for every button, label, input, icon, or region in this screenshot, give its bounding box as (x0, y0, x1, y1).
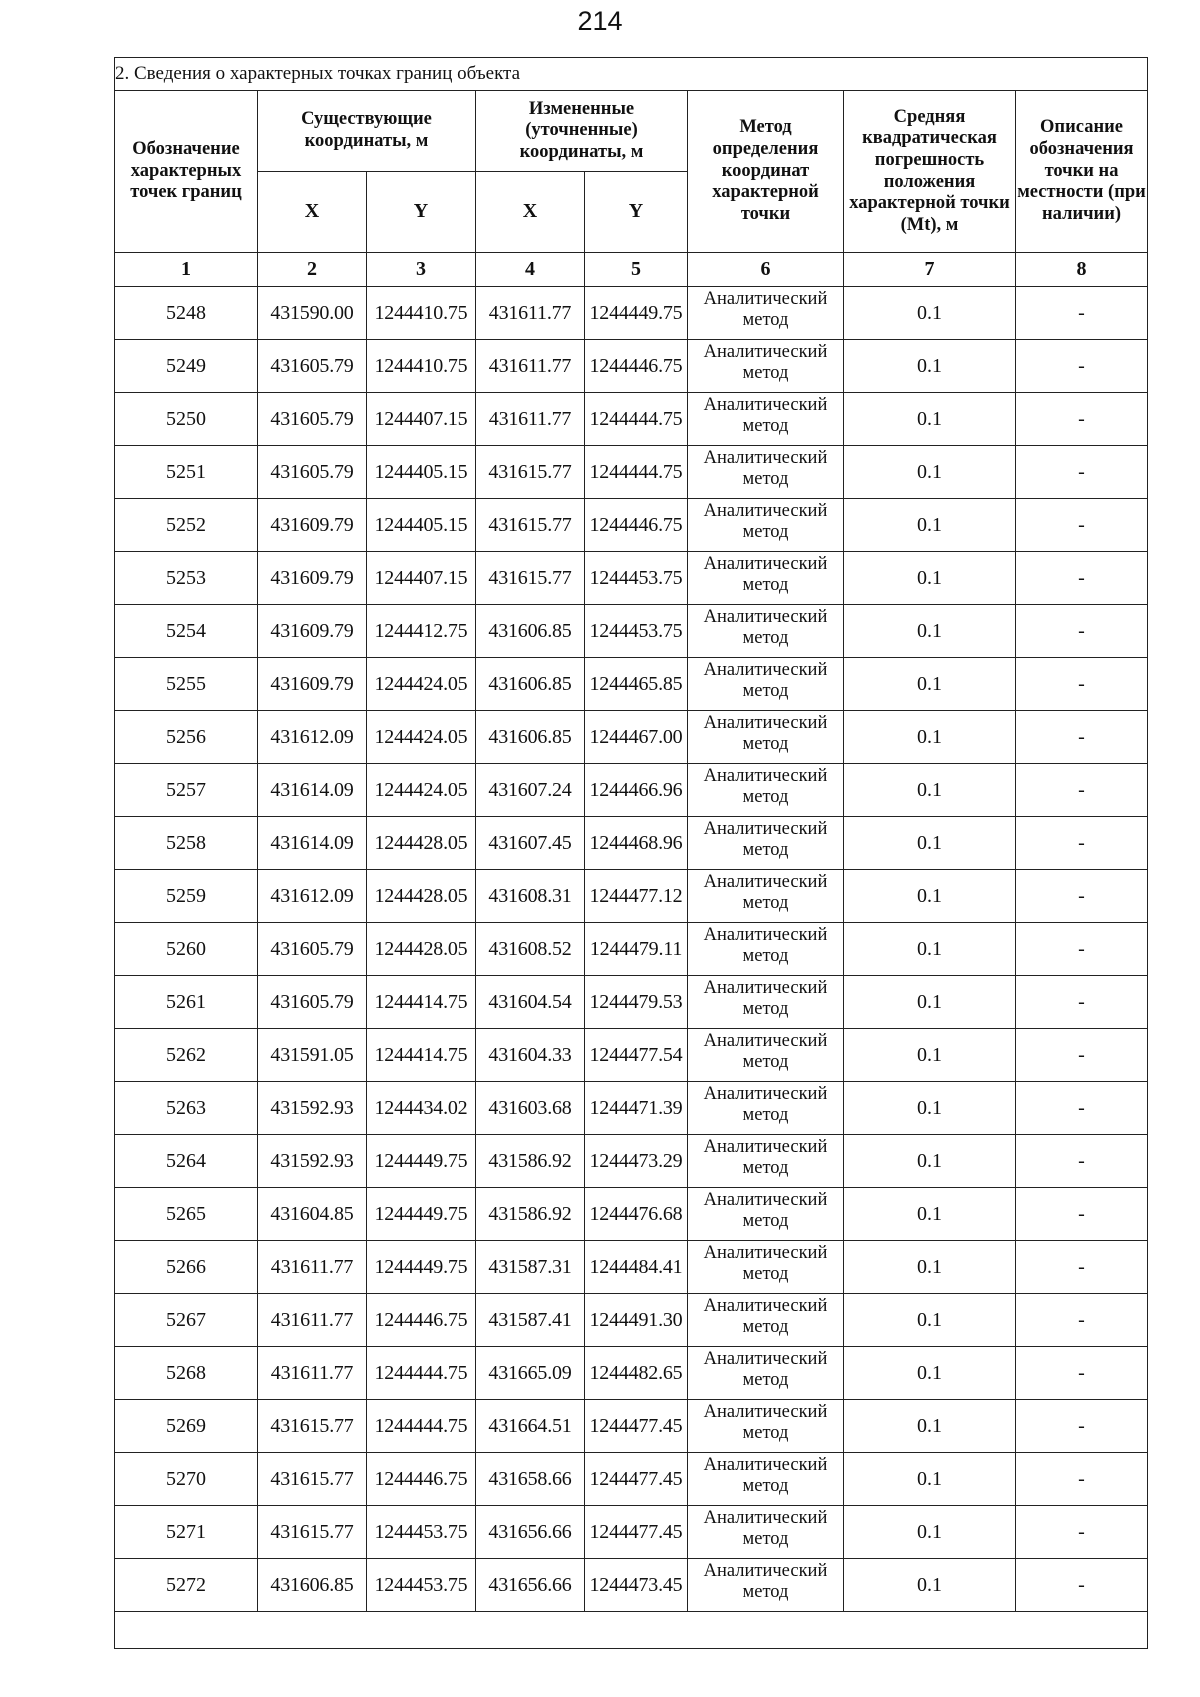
header-method: Метод определения координат характерной точки (688, 91, 844, 253)
description-cell: - (1016, 764, 1148, 817)
point-id-cell: 5264 (115, 1135, 258, 1188)
method-cell: Аналитический метод (688, 340, 844, 393)
description-cell: - (1016, 1506, 1148, 1559)
changed-x-cell: 431656.66 (476, 1506, 585, 1559)
existing-y-cell: 1244453.75 (367, 1559, 476, 1612)
changed-y-cell: 1244473.29 (585, 1135, 688, 1188)
changed-y-cell: 1244467.00 (585, 711, 688, 764)
mean-error-cell: 0.1 (844, 764, 1016, 817)
existing-y-cell: 1244428.05 (367, 923, 476, 976)
changed-y-cell: 1244479.11 (585, 923, 688, 976)
method-cell: Аналитический метод (688, 1559, 844, 1612)
description-cell: - (1016, 1082, 1148, 1135)
method-cell: Аналитический метод (688, 605, 844, 658)
description-cell: - (1016, 340, 1148, 393)
page-number: 214 (577, 6, 623, 36)
mean-error-cell: 0.1 (844, 1082, 1016, 1135)
existing-x-cell: 431615.77 (258, 1400, 367, 1453)
method-cell: Аналитический метод (688, 976, 844, 1029)
column-number: 7 (844, 253, 1016, 287)
mean-error-cell: 0.1 (844, 340, 1016, 393)
description-cell: - (1016, 1135, 1148, 1188)
point-id-cell: 5253 (115, 552, 258, 605)
changed-x-cell: 431603.68 (476, 1082, 585, 1135)
existing-y-cell: 1244407.15 (367, 552, 476, 605)
mean-error-cell: 0.1 (844, 1029, 1016, 1082)
changed-x-cell: 431615.77 (476, 552, 585, 605)
changed-x-cell: 431664.51 (476, 1400, 585, 1453)
header-description: Описание обозначения точки на местности (при наличии) (1016, 91, 1148, 253)
method-cell: Аналитический метод (688, 287, 844, 340)
mean-error-cell: 0.1 (844, 287, 1016, 340)
mean-error-cell: 0.1 (844, 1453, 1016, 1506)
existing-x-cell: 431592.93 (258, 1082, 367, 1135)
changed-y-cell: 1244491.30 (585, 1294, 688, 1347)
changed-y-cell: 1244477.45 (585, 1453, 688, 1506)
existing-x-cell: 431615.77 (258, 1453, 367, 1506)
mean-error-cell: 0.1 (844, 1559, 1016, 1612)
description-cell: - (1016, 287, 1148, 340)
table-footer-row (115, 1612, 1148, 1649)
method-cell: Аналитический метод (688, 1294, 844, 1347)
changed-x-cell: 431665.09 (476, 1347, 585, 1400)
mean-error-cell: 0.1 (844, 923, 1016, 976)
header-changed-coordinates: Измененные (уточненные) координаты, м (476, 91, 688, 172)
method-cell: Аналитический метод (688, 1029, 844, 1082)
table-row (115, 976, 1148, 1029)
mean-error-cell: 0.1 (844, 393, 1016, 446)
header-changed-x: X (476, 172, 585, 253)
changed-y-cell: 1244453.75 (585, 605, 688, 658)
point-id-cell: 5261 (115, 976, 258, 1029)
column-number: 6 (688, 253, 844, 287)
mean-error-cell: 0.1 (844, 446, 1016, 499)
header-row (115, 91, 1148, 172)
existing-y-cell: 1244410.75 (367, 340, 476, 393)
point-id-cell: 5251 (115, 446, 258, 499)
existing-x-cell: 431609.79 (258, 658, 367, 711)
table-row (115, 1559, 1148, 1612)
description-cell: - (1016, 446, 1148, 499)
changed-y-cell: 1244476.68 (585, 1188, 688, 1241)
changed-y-cell: 1244477.12 (585, 870, 688, 923)
description-cell: - (1016, 870, 1148, 923)
description-cell: - (1016, 976, 1148, 1029)
existing-x-cell: 431611.77 (258, 1294, 367, 1347)
column-number-row (115, 253, 1148, 287)
existing-y-cell: 1244428.05 (367, 817, 476, 870)
existing-y-cell: 1244444.75 (367, 1347, 476, 1400)
changed-x-cell: 431608.31 (476, 870, 585, 923)
table-row (115, 1400, 1148, 1453)
method-cell: Аналитический метод (688, 1082, 844, 1135)
changed-y-cell: 1244446.75 (585, 340, 688, 393)
column-number: 3 (367, 253, 476, 287)
existing-y-cell: 1244428.05 (367, 870, 476, 923)
table-row (115, 1029, 1148, 1082)
existing-x-cell: 431605.79 (258, 393, 367, 446)
description-cell: - (1016, 499, 1148, 552)
point-id-cell: 5272 (115, 1559, 258, 1612)
description-cell: - (1016, 817, 1148, 870)
description-cell: - (1016, 1453, 1148, 1506)
table-body (115, 287, 1148, 1612)
column-number: 5 (585, 253, 688, 287)
existing-x-cell: 431604.85 (258, 1188, 367, 1241)
point-id-cell: 5270 (115, 1453, 258, 1506)
header-designation: Обозначение характерных точек границ (115, 91, 258, 253)
mean-error-cell: 0.1 (844, 1506, 1016, 1559)
point-id-cell: 5263 (115, 1082, 258, 1135)
changed-x-cell: 431607.45 (476, 817, 585, 870)
point-id-cell: 5252 (115, 499, 258, 552)
table-row (115, 658, 1148, 711)
changed-y-cell: 1244446.75 (585, 499, 688, 552)
changed-y-cell: 1244449.75 (585, 287, 688, 340)
existing-y-cell: 1244405.15 (367, 446, 476, 499)
existing-y-cell: 1244424.05 (367, 764, 476, 817)
changed-y-cell: 1244444.75 (585, 393, 688, 446)
description-cell: - (1016, 1188, 1148, 1241)
mean-error-cell: 0.1 (844, 817, 1016, 870)
method-cell: Аналитический метод (688, 1400, 844, 1453)
table-row (115, 1188, 1148, 1241)
existing-x-cell: 431605.79 (258, 446, 367, 499)
existing-y-cell: 1244414.75 (367, 1029, 476, 1082)
existing-y-cell: 1244446.75 (367, 1294, 476, 1347)
method-cell: Аналитический метод (688, 1188, 844, 1241)
method-cell: Аналитический метод (688, 1241, 844, 1294)
table-row (115, 499, 1148, 552)
existing-x-cell: 431615.77 (258, 1506, 367, 1559)
point-id-cell: 5248 (115, 287, 258, 340)
changed-x-cell: 431586.92 (476, 1135, 585, 1188)
changed-x-cell: 431611.77 (476, 287, 585, 340)
point-id-cell: 5255 (115, 658, 258, 711)
existing-x-cell: 431606.85 (258, 1559, 367, 1612)
table-row (115, 552, 1148, 605)
table-row (115, 1506, 1148, 1559)
existing-x-cell: 431612.09 (258, 711, 367, 764)
mean-error-cell: 0.1 (844, 499, 1016, 552)
existing-x-cell: 431592.93 (258, 1135, 367, 1188)
description-cell: - (1016, 711, 1148, 764)
method-cell: Аналитический метод (688, 658, 844, 711)
header-existing-coordinates: Существующие координаты, м (258, 91, 476, 172)
boundary-points-table (114, 57, 1148, 1649)
table-row (115, 711, 1148, 764)
existing-y-cell: 1244424.05 (367, 658, 476, 711)
point-id-cell: 5259 (115, 870, 258, 923)
table-row (115, 1347, 1148, 1400)
existing-x-cell: 431590.00 (258, 287, 367, 340)
changed-y-cell: 1244444.75 (585, 446, 688, 499)
changed-x-cell: 431608.52 (476, 923, 585, 976)
changed-y-cell: 1244482.65 (585, 1347, 688, 1400)
existing-x-cell: 431609.79 (258, 499, 367, 552)
method-cell: Аналитический метод (688, 1506, 844, 1559)
point-id-cell: 5266 (115, 1241, 258, 1294)
existing-y-cell: 1244412.75 (367, 605, 476, 658)
table-row (115, 393, 1148, 446)
existing-x-cell: 431614.09 (258, 764, 367, 817)
table-row (115, 340, 1148, 393)
changed-x-cell: 431615.77 (476, 446, 585, 499)
mean-error-cell: 0.1 (844, 1400, 1016, 1453)
table-row (115, 1135, 1148, 1188)
method-cell: Аналитический метод (688, 764, 844, 817)
changed-x-cell: 431658.66 (476, 1453, 585, 1506)
mean-error-cell: 0.1 (844, 976, 1016, 1029)
point-id-cell: 5249 (115, 340, 258, 393)
point-id-cell: 5254 (115, 605, 258, 658)
mean-error-cell: 0.1 (844, 870, 1016, 923)
changed-x-cell: 431587.31 (476, 1241, 585, 1294)
description-cell: - (1016, 923, 1148, 976)
changed-x-cell: 431611.77 (476, 393, 585, 446)
point-id-cell: 5257 (115, 764, 258, 817)
point-id-cell: 5269 (115, 1400, 258, 1453)
empty-footer-cell (115, 1612, 1148, 1649)
mean-error-cell: 0.1 (844, 1188, 1016, 1241)
existing-y-cell: 1244444.75 (367, 1400, 476, 1453)
changed-x-cell: 431615.77 (476, 499, 585, 552)
column-number: 1 (115, 253, 258, 287)
changed-x-cell: 431611.77 (476, 340, 585, 393)
existing-y-cell: 1244424.05 (367, 711, 476, 764)
description-cell: - (1016, 552, 1148, 605)
column-number: 4 (476, 253, 585, 287)
existing-x-cell: 431605.79 (258, 340, 367, 393)
point-id-cell: 5258 (115, 817, 258, 870)
mean-error-cell: 0.1 (844, 1135, 1016, 1188)
header-existing-y: Y (367, 172, 476, 253)
method-cell: Аналитический метод (688, 552, 844, 605)
changed-x-cell: 431606.85 (476, 711, 585, 764)
existing-x-cell: 431614.09 (258, 817, 367, 870)
point-id-cell: 5250 (115, 393, 258, 446)
changed-y-cell: 1244453.75 (585, 552, 688, 605)
description-cell: - (1016, 1029, 1148, 1082)
method-cell: Аналитический метод (688, 499, 844, 552)
description-cell: - (1016, 605, 1148, 658)
description-cell: - (1016, 1347, 1148, 1400)
existing-y-cell: 1244405.15 (367, 499, 476, 552)
point-id-cell: 5260 (115, 923, 258, 976)
existing-y-cell: 1244407.15 (367, 393, 476, 446)
mean-error-cell: 0.1 (844, 1347, 1016, 1400)
changed-y-cell: 1244471.39 (585, 1082, 688, 1135)
changed-x-cell: 431587.41 (476, 1294, 585, 1347)
method-cell: Аналитический метод (688, 393, 844, 446)
header-mean-error: Средняя квадратическая погрешность положения характерной точки (Mt), м (844, 91, 1016, 253)
changed-y-cell: 1244468.96 (585, 817, 688, 870)
existing-y-cell: 1244449.75 (367, 1135, 476, 1188)
method-cell: Аналитический метод (688, 1347, 844, 1400)
point-id-cell: 5262 (115, 1029, 258, 1082)
table-row (115, 1241, 1148, 1294)
method-cell: Аналитический метод (688, 1453, 844, 1506)
existing-x-cell: 431611.77 (258, 1241, 367, 1294)
changed-x-cell: 431604.33 (476, 1029, 585, 1082)
existing-x-cell: 431609.79 (258, 605, 367, 658)
column-number: 8 (1016, 253, 1148, 287)
section-title-row (115, 58, 1148, 91)
method-cell: Аналитический метод (688, 446, 844, 499)
existing-y-cell: 1244449.75 (367, 1188, 476, 1241)
table-row (115, 1294, 1148, 1347)
changed-x-cell: 431606.85 (476, 605, 585, 658)
changed-y-cell: 1244477.45 (585, 1400, 688, 1453)
mean-error-cell: 0.1 (844, 1241, 1016, 1294)
point-id-cell: 5267 (115, 1294, 258, 1347)
description-cell: - (1016, 1400, 1148, 1453)
description-cell: - (1016, 393, 1148, 446)
method-cell: Аналитический метод (688, 711, 844, 764)
table-row (115, 605, 1148, 658)
existing-y-cell: 1244414.75 (367, 976, 476, 1029)
table-row (115, 923, 1148, 976)
mean-error-cell: 0.1 (844, 1294, 1016, 1347)
existing-y-cell: 1244446.75 (367, 1453, 476, 1506)
method-cell: Аналитический метод (688, 870, 844, 923)
point-id-cell: 5271 (115, 1506, 258, 1559)
mean-error-cell: 0.1 (844, 552, 1016, 605)
existing-x-cell: 431605.79 (258, 923, 367, 976)
existing-x-cell: 431612.09 (258, 870, 367, 923)
table-row (115, 817, 1148, 870)
method-cell: Аналитический метод (688, 1135, 844, 1188)
existing-y-cell: 1244449.75 (367, 1241, 476, 1294)
mean-error-cell: 0.1 (844, 658, 1016, 711)
method-cell: Аналитический метод (688, 817, 844, 870)
existing-x-cell: 431591.05 (258, 1029, 367, 1082)
changed-x-cell: 431586.92 (476, 1188, 585, 1241)
changed-y-cell: 1244477.45 (585, 1506, 688, 1559)
changed-y-cell: 1244466.96 (585, 764, 688, 817)
description-cell: - (1016, 1559, 1148, 1612)
existing-y-cell: 1244410.75 (367, 287, 476, 340)
description-cell: - (1016, 658, 1148, 711)
existing-x-cell: 431611.77 (258, 1347, 367, 1400)
point-id-cell: 5268 (115, 1347, 258, 1400)
header-existing-x: X (258, 172, 367, 253)
changed-x-cell: 431656.66 (476, 1559, 585, 1612)
description-cell: - (1016, 1241, 1148, 1294)
changed-y-cell: 1244479.53 (585, 976, 688, 1029)
changed-y-cell: 1244484.41 (585, 1241, 688, 1294)
table-row (115, 764, 1148, 817)
section-title: 2. Сведения о характерных точках границ объекта (115, 58, 1148, 91)
mean-error-cell: 0.1 (844, 605, 1016, 658)
table-row (115, 1453, 1148, 1506)
changed-x-cell: 431606.85 (476, 658, 585, 711)
header-changed-y: Y (585, 172, 688, 253)
existing-x-cell: 431605.79 (258, 976, 367, 1029)
table-row (115, 287, 1148, 340)
table-row (115, 1082, 1148, 1135)
method-cell: Аналитический метод (688, 923, 844, 976)
description-cell: - (1016, 1294, 1148, 1347)
existing-y-cell: 1244434.02 (367, 1082, 476, 1135)
changed-y-cell: 1244477.54 (585, 1029, 688, 1082)
changed-x-cell: 431607.24 (476, 764, 585, 817)
existing-x-cell: 431609.79 (258, 552, 367, 605)
changed-y-cell: 1244465.85 (585, 658, 688, 711)
table-row (115, 870, 1148, 923)
changed-x-cell: 431604.54 (476, 976, 585, 1029)
point-id-cell: 5265 (115, 1188, 258, 1241)
existing-y-cell: 1244453.75 (367, 1506, 476, 1559)
changed-y-cell: 1244473.45 (585, 1559, 688, 1612)
column-number: 2 (258, 253, 367, 287)
mean-error-cell: 0.1 (844, 711, 1016, 764)
table-row (115, 446, 1148, 499)
point-id-cell: 5256 (115, 711, 258, 764)
